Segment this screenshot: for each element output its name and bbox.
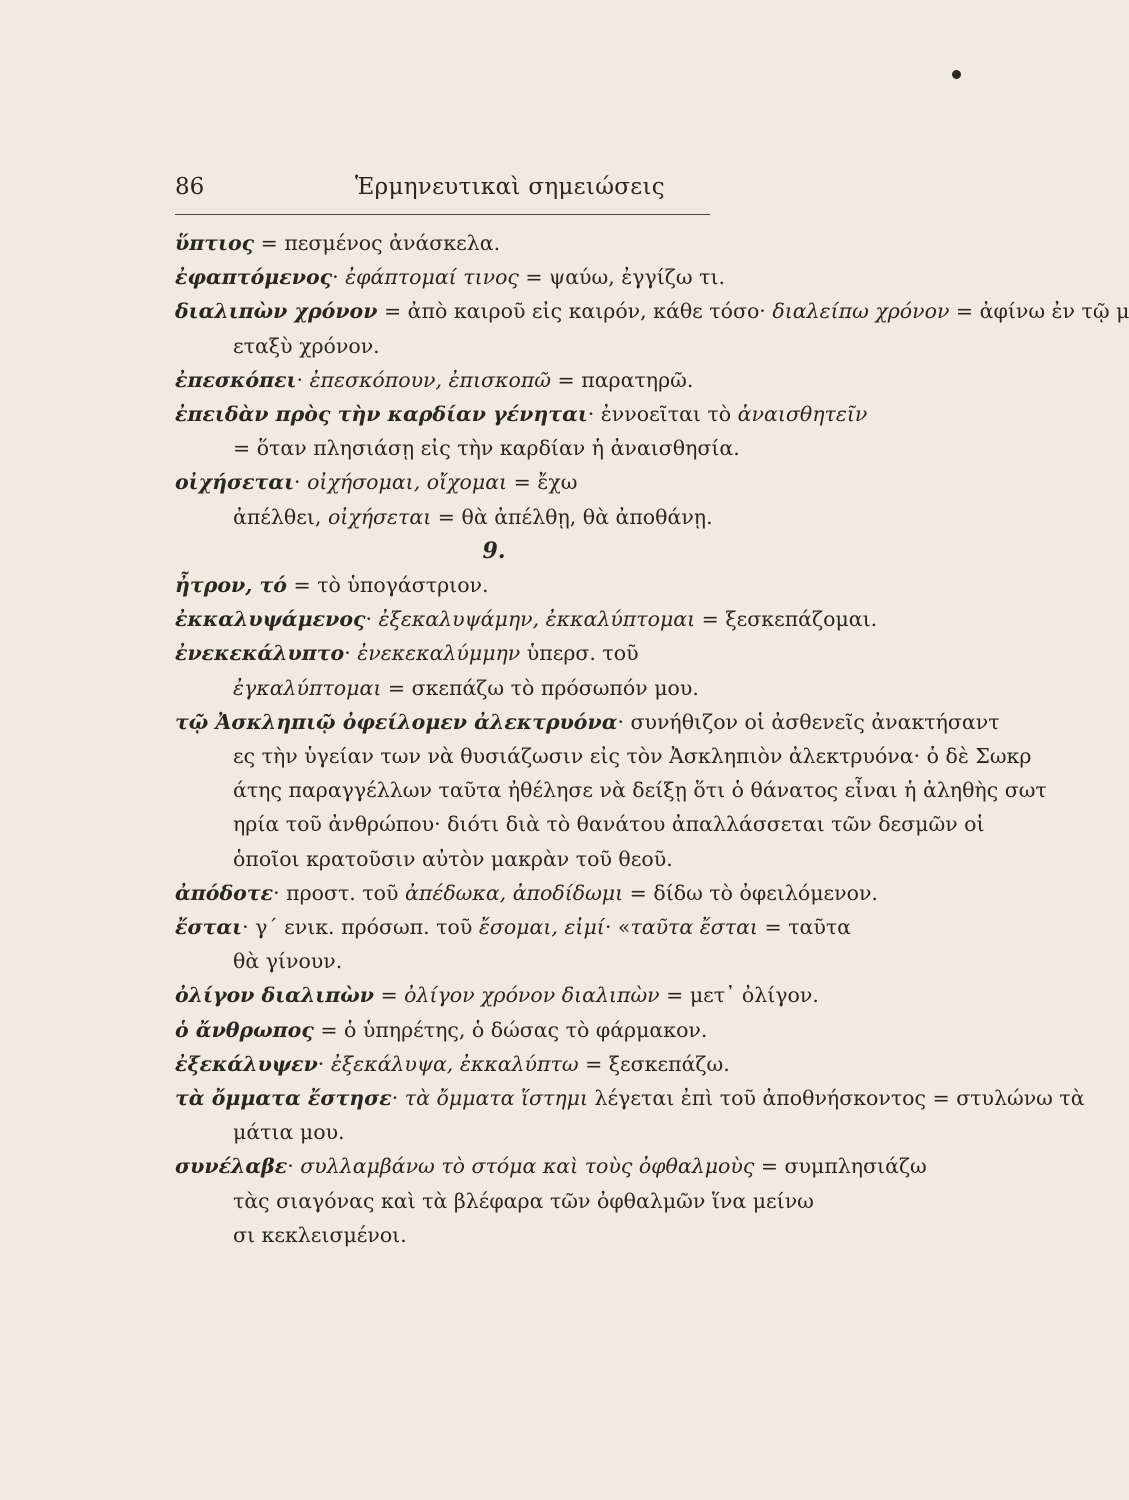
entry-italic-text: ἐξεκαλυψάμην, ἐκκαλύπτομαι <box>378 607 696 632</box>
entry-text: = συμπλησιάζω τὰς σιαγόνας καὶ τὰ βλέφαρα τῶν ὀφθαλμῶν ἵνα μείνω σι κεκλεισμένοι. <box>233 1154 927 1247</box>
entry-term: τὰ ὄμματα ἔστησε <box>175 1086 392 1111</box>
entry-text: · <box>344 641 358 666</box>
entry-term: ὕπτιος <box>175 231 255 255</box>
entry-term: ἐξεκάλυψεν <box>175 1051 318 1076</box>
entry-text: = τὸ ὑπογάστριον. <box>286 573 489 598</box>
entry-text: = <box>373 983 405 1008</box>
glossary-entry <box>175 1081 1085 1149</box>
entry-italic-text: συλλαμβάνω τὸ στόμα καὶ τοὺς ὀφθαλμοὺς <box>300 1154 755 1179</box>
entry-text: = ἔχω ἀπέλθει, <box>233 470 578 529</box>
entry-text: = πεσμένος ἀνάσκελα. <box>254 231 501 255</box>
entry-italic-text: ἔσομαι, εἰμί <box>478 915 605 940</box>
entry-italic-text: ὀλίγον χρόνον διαλιπὼν <box>404 983 660 1008</box>
entry-text: = σκεπάζω τὸ πρόσωπόν μου. <box>381 675 699 700</box>
entry-term: ἐπεσκόπει <box>175 367 297 392</box>
entry-term: ἐπειδὰν πρὸς τὴν καρδίαν γένηται <box>175 402 588 427</box>
header-rule <box>175 214 710 215</box>
glossary-entry <box>175 910 923 978</box>
entry-text: · γ΄ ενικ. πρόσωπ. τοῦ <box>242 915 479 940</box>
glossary-entry <box>175 397 923 465</box>
entry-text: · ἐννοεῖται τὸ <box>587 402 738 427</box>
glossary-entry <box>175 876 923 910</box>
entry-text: · <box>365 607 379 632</box>
entry-italic-text: τὰ ὄμματα ἵστημι <box>404 1086 589 1111</box>
glossary-entry <box>175 978 923 1012</box>
entry-text: = ξεσκεπάζω. <box>578 1051 730 1076</box>
entry-italic-text: ταῦτα ἔσται <box>630 915 758 940</box>
entry-text: = ξεσκεπάζομαι. <box>695 607 878 632</box>
entry-text: · <box>332 265 346 290</box>
glossary-entry <box>175 465 923 533</box>
glossary-entry <box>175 636 923 704</box>
page-header <box>175 170 710 210</box>
entry-term: ἐφαπτόμενος <box>175 265 333 290</box>
glossary-entry <box>175 363 923 397</box>
entry-text: ὑπερσ. τοῦ <box>520 641 639 666</box>
entry-term: ἐνεκεκάλυπτο <box>175 641 345 666</box>
entry-text: = δίδω τὸ ὀφειλόμενον. <box>623 880 878 905</box>
glossary-entry <box>175 1013 923 1047</box>
entry-term: τῷ Ἀσκληπιῷ ὀφείλομεν ἀλεκτρυόνα <box>175 709 618 734</box>
entry-italic-text: ἀπέδωκα, ἀποδίδωμι <box>405 880 624 905</box>
entry-italic-text: οἰχήσομαι, οἴχομαι <box>307 470 508 495</box>
entry-italic-text: ἀναισθητεῖν <box>737 402 868 427</box>
entry-italic-text: ἐνεκεκαλύμμην <box>357 641 521 666</box>
entry-text: λέγεται ἐπὶ τοῦ ἀποθνήσκοντος = στυλώνω τὰ μάτια μου. <box>233 1086 1085 1145</box>
entry-italic-text: ἐπεσκόπουν, ἐπισκοπῶ <box>309 367 552 392</box>
glossary <box>175 226 1129 1252</box>
entry-text: = παρατηρῶ. <box>551 367 694 392</box>
entry-italic-text: ἐγκαλύπτομαι <box>233 675 382 700</box>
glossary-entry <box>175 568 923 602</box>
entry-term: ἔσται <box>175 915 243 940</box>
glossary-entries-before <box>175 226 1129 534</box>
entry-text: = θὰ ἀπέλθῃ, θὰ ἀποθάνῃ. <box>431 504 713 529</box>
entry-term: συνέλαβε <box>175 1154 288 1179</box>
glossary-entries-after <box>175 568 1085 1252</box>
glossary-entry <box>175 602 923 636</box>
glossary-entry <box>175 226 923 260</box>
glossary-entry <box>175 1047 923 1081</box>
entry-text: = ὅταν πλησιάσῃ εἰς τὴν καρδίαν ἡ ἀναισθησία. <box>233 436 740 461</box>
section-number: 9. <box>482 537 506 564</box>
entry-text: = ἀφίνω ἐν τῷ μ εταξὺ χρόνον. <box>233 299 1129 358</box>
entry-text: · <box>287 1154 301 1179</box>
entry-text: · <box>391 1086 405 1111</box>
entry-text: = ἀπὸ καιροῦ εἰς καιρόν, κάθε τόσο· <box>377 299 773 324</box>
entry-italic-text: ἐφάπτομαί τινος <box>345 265 519 290</box>
page-number: 86 <box>175 174 205 200</box>
entry-text: = ψαύω, ἐγγίζω τι. <box>518 265 726 290</box>
entry-term: ἦτρον, τό <box>175 573 287 598</box>
glossary-entry <box>175 260 923 294</box>
entry-italic-text: οἰχήσεται <box>327 504 432 529</box>
ink-dot <box>952 70 961 79</box>
entry-text: · <box>294 470 308 495</box>
entry-term: ἐκκαλυψάμενος <box>175 607 366 632</box>
entry-text: · <box>296 367 310 392</box>
entry-term: ἀπόδοτε <box>175 880 274 905</box>
running-title: Ἑρμηνευτικαὶ σημειώσεις <box>355 174 665 200</box>
entry-term: ὁ ἄνθρωπος <box>175 1017 314 1042</box>
entry-term: ὀλίγον διαλιπὼν <box>175 983 374 1008</box>
entry-text: · συνήθιζον οἱ ἀσθενεῖς ἀνακτήσαντ ες τὴν ὑγείαν των νὰ θυσιάζωσιν εἰς τὸν Ἀσκληπιὸν ἀλεκτρυόνα· ὁ δὲ Σωκρ άτης παραγγέλλων ταῦτα ἠθέλησε νὰ δείξῃ ὅτι ὁ θάνατος εἶναι ἡ ἀληθὴς σωτ ηρία τοῦ ἀνθρώπου· διότι διὰ τὸ θανάτου ἀπαλλάσσεται τῶν δεσμῶν οἱ ὁποῖοι κρατοῦσιν αὐτὸν μακρὰν τοῦ θεοῦ. <box>233 709 1047 871</box>
entry-text: = ὁ ὑπηρέτης, ὁ δώσας τὸ φάρμακον. <box>313 1017 708 1042</box>
entry-term: διαλιπὼν χρόνον <box>175 299 378 324</box>
entry-text: · « <box>604 915 631 940</box>
entry-text: = μετ᾽ ὀλίγον. <box>659 983 819 1008</box>
entry-term: οἰχήσεται <box>175 470 295 495</box>
entry-text: · <box>317 1051 331 1076</box>
glossary-entry <box>175 705 1047 876</box>
glossary-entry <box>175 1149 927 1252</box>
entry-italic-text: ἐξεκάλυψα, ἐκκαλύπτω <box>330 1051 579 1076</box>
entry-text: · προστ. τοῦ <box>273 880 405 905</box>
entry-text: = ταῦτα θὰ γίνουν. <box>233 915 852 974</box>
entry-italic-text: διαλείπω χρόνον <box>772 299 950 324</box>
glossary-entry <box>175 294 1129 362</box>
